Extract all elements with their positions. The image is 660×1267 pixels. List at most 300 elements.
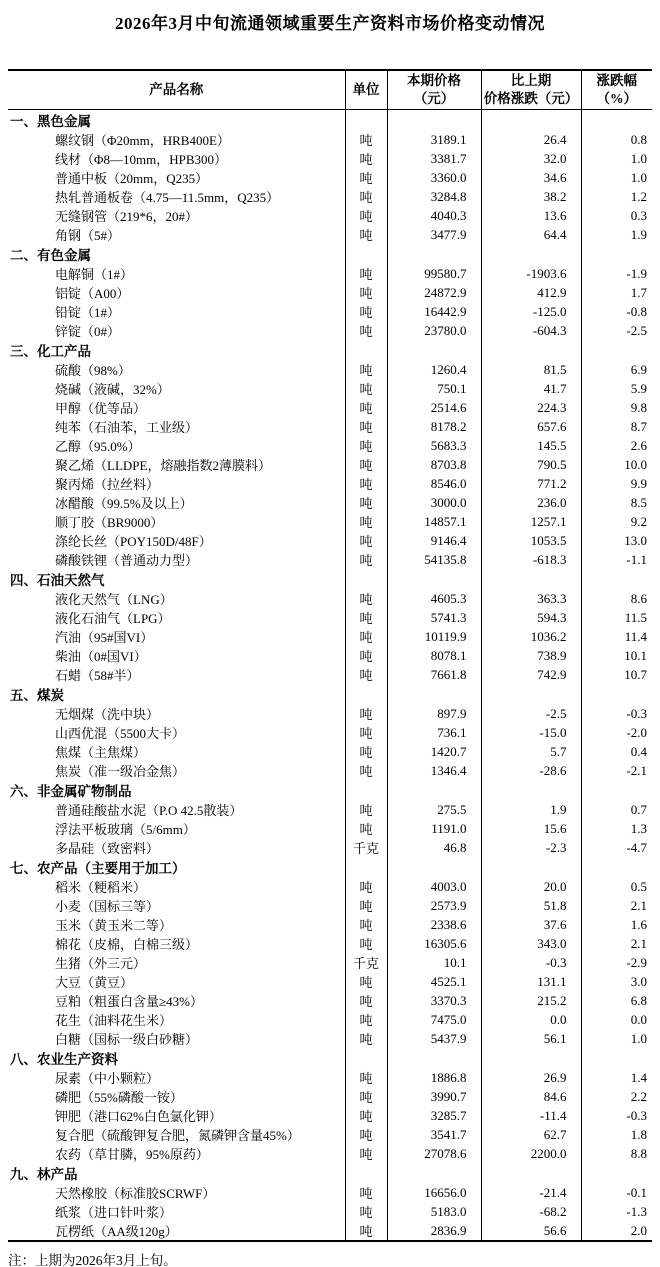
item-row [8,915,652,934]
change-pct-cell: 2.2 [630,1088,647,1104]
item-row [8,1068,652,1087]
change-pct-cell: 0.5 [630,878,647,894]
item-row [8,934,652,953]
item-row [8,742,652,761]
page-title: 2026年3月中旬流通领域重要生产资料市场价格变动情况 [115,14,545,33]
unit-cell: 吨 [345,283,387,302]
change-pct-cell [581,110,652,131]
change-pct-cell [581,857,652,877]
price-change-cell: -1903.6 [481,264,581,283]
product-name-cell: 稻米（粳稻米） [8,877,345,896]
price-change-cell: 15.6 [481,819,581,838]
header-product-label: 产品名称 [149,82,204,98]
price-change-cell: -28.6 [481,761,581,780]
unit-cell [345,1163,387,1183]
change-pct-cell [581,569,652,589]
unit-cell: 吨 [345,761,387,780]
table-header [8,70,652,110]
change-pct-cell: 1.9 [630,226,647,242]
section-title-cell: 一、黑色金属 [8,110,345,131]
section-title-cell: 二、有色金属 [8,244,345,264]
product-name-cell: 瓦楞纸（AA级120g） [8,1221,345,1241]
unit-cell: 吨 [345,896,387,915]
unit-cell: 千克 [345,953,387,972]
change-pct-cell: 9.2 [630,513,647,529]
price-change-cell: 363.3 [481,589,581,608]
unit-cell: 吨 [345,646,387,665]
product-name-cell: 棉花（皮棉，白棉三级） [8,934,345,953]
header-current-price [387,70,481,110]
change-pct-cell: 1.0 [630,169,647,185]
price-change-cell: 20.0 [481,877,581,896]
unit-cell: 吨 [345,493,387,512]
unit-cell: 吨 [345,1221,387,1241]
unit-cell: 吨 [345,608,387,627]
current-price-cell: 1260.4 [387,360,481,379]
current-price-cell: 5741.3 [387,608,481,627]
item-row [8,896,652,915]
unit-cell: 吨 [345,877,387,896]
unit-cell: 吨 [345,206,387,225]
product-name-cell: 普通硅酸盐水泥（P.O 42.5散装） [8,800,345,819]
change-pct-cell: 1.8 [630,1126,647,1142]
product-name-cell: 纸浆（进口针叶浆） [8,1202,345,1221]
change-pct-cell: 0.4 [630,743,647,759]
item-row [8,1144,652,1163]
current-price-cell: 99580.7 [387,264,481,283]
unit-cell: 吨 [345,550,387,569]
unit-cell: 吨 [345,1010,387,1029]
change-pct-cell: 1.0 [630,150,647,166]
section-title-cell: 六、非金属矿物制品 [8,780,345,800]
price-table [8,69,652,1242]
price-change-cell: -2.3 [481,838,581,857]
price-change-cell: 41.7 [481,379,581,398]
item-row [8,972,652,991]
current-price-cell: 1346.4 [387,761,481,780]
item-row [8,838,652,857]
change-pct-cell [581,244,652,264]
price-change-cell: 742.9 [481,665,581,684]
item-row [8,819,652,838]
unit-cell: 吨 [345,915,387,934]
header-change-line1: 比上期 [510,73,552,89]
product-name-cell: 小麦（国标三等） [8,896,345,915]
unit-cell: 吨 [345,1202,387,1221]
unit-cell: 吨 [345,723,387,742]
header-change-pct-line2: （%） [596,91,637,106]
current-price-cell: 1420.7 [387,742,481,761]
change-pct-cell: 1.3 [630,820,647,836]
unit-cell: 吨 [345,264,387,283]
header-change-pct [581,70,652,110]
price-change-cell: 1053.5 [481,531,581,550]
unit-cell: 吨 [345,321,387,340]
price-change-cell: 62.7 [481,1125,581,1144]
item-row [8,321,652,340]
current-price-cell: 3541.7 [387,1125,481,1144]
item-row [8,991,652,1010]
header-change-line2: 价格涨跌（元） [483,91,579,106]
product-name-cell: 乙醇（95.0%） [8,436,345,455]
price-change-cell: -2.5 [481,704,581,723]
current-price-cell: 3000.0 [387,493,481,512]
price-change-cell: 236.0 [481,493,581,512]
unit-cell [345,857,387,877]
change-pct-cell: 1.4 [630,1069,647,1085]
unit-cell: 吨 [345,379,387,398]
change-pct-cell: 0.7 [630,801,647,817]
product-name-cell: 涤纶长丝（POY150D/48F） [8,531,345,550]
current-price-cell: 4525.1 [387,972,481,991]
unit-cell: 吨 [345,455,387,474]
header-change-pct-line1: 涨跌幅 [596,73,637,89]
item-row [8,512,652,531]
item-row [8,1202,652,1221]
price-change-cell: -68.2 [481,1202,581,1221]
unit-cell [345,110,387,131]
current-price-cell: 46.8 [387,838,481,857]
current-price-cell: 8703.8 [387,455,481,474]
unit-cell: 吨 [345,168,387,187]
current-price-cell: 7475.0 [387,1010,481,1029]
price-change-cell: 13.6 [481,206,581,225]
change-pct-cell: -2.1 [626,762,647,778]
unit-cell: 吨 [345,225,387,244]
product-name-cell: 复合肥（硫酸钾复合肥，氮磷钾含量45%） [8,1125,345,1144]
price-change-cell: 64.4 [481,225,581,244]
item-row [8,1106,652,1125]
item-row [8,436,652,455]
product-name-cell: 天然橡胶（标准胶SCRWF） [8,1183,345,1202]
price-change-cell: 1.9 [481,800,581,819]
price-change-cell: -618.3 [481,550,581,569]
product-name-cell: 无烟煤（洗中块） [8,704,345,723]
price-change-cell: 81.5 [481,360,581,379]
product-name-cell: 螺纹钢（Φ20mm，HRB400E） [8,130,345,149]
current-price-cell: 8546.0 [387,474,481,493]
price-change-cell [481,857,581,877]
current-price-cell [387,1163,481,1183]
item-row [8,474,652,493]
item-row [8,168,652,187]
current-price-cell [387,684,481,704]
current-price-cell: 10119.9 [387,627,481,646]
current-price-cell: 54135.8 [387,550,481,569]
current-price-cell [387,1048,481,1068]
unit-cell: 吨 [345,819,387,838]
current-price-cell: 16305.6 [387,934,481,953]
unit-cell: 吨 [345,934,387,953]
item-row [8,1010,652,1029]
product-name-cell: 豆粕（粗蛋白含量≥43%） [8,991,345,1010]
price-change-cell: 2200.0 [481,1144,581,1163]
unit-cell: 吨 [345,417,387,436]
change-pct-cell: -0.8 [626,303,647,319]
unit-cell: 吨 [345,398,387,417]
product-name-cell: 浮法平板玻璃（5/6mm） [8,819,345,838]
product-name-cell: 石蜡（58#半） [8,665,345,684]
unit-cell: 吨 [345,972,387,991]
current-price-cell: 1191.0 [387,819,481,838]
current-price-cell: 5683.3 [387,436,481,455]
current-price-cell: 3477.9 [387,225,481,244]
item-row [8,589,652,608]
product-name-cell: 角钢（5#） [8,225,345,244]
product-name-cell: 玉米（黄玉米二等） [8,915,345,934]
unit-cell: 吨 [345,1029,387,1048]
change-pct-cell: 8.6 [630,590,647,606]
change-pct-cell [581,1048,652,1068]
price-change-cell: 343.0 [481,934,581,953]
price-change-cell [481,110,581,131]
current-price-cell: 4040.3 [387,206,481,225]
unit-cell: 吨 [345,742,387,761]
product-name-cell: 顺丁胶（BR9000） [8,512,345,531]
price-change-cell: 594.3 [481,608,581,627]
price-change-cell: 56.6 [481,1221,581,1241]
unit-cell: 吨 [345,1068,387,1087]
unit-cell: 吨 [345,187,387,206]
item-row [8,455,652,474]
unit-cell: 吨 [345,531,387,550]
product-name-cell: 硫酸（98%） [8,360,345,379]
unit-cell: 吨 [345,665,387,684]
product-name-cell: 磷肥（55%磷酸一铵） [8,1087,345,1106]
product-name-cell: 焦炭（准一级冶金焦） [8,761,345,780]
product-name-cell: 钾肥（港口62%白色氯化钾） [8,1106,345,1125]
item-row [8,206,652,225]
section-row [8,244,652,264]
unit-cell [345,244,387,264]
item-row [8,130,652,149]
product-name-cell: 烧碱（液碱，32%） [8,379,345,398]
change-pct-cell: 1.6 [630,916,647,932]
price-change-cell: -21.4 [481,1183,581,1202]
change-pct-cell: 8.5 [630,494,647,510]
current-price-cell: 2338.6 [387,915,481,934]
price-change-cell [481,780,581,800]
header-current-price-line2: （元） [413,91,455,106]
item-row [8,665,652,684]
product-name-cell: 白糖（国标一级白砂糖） [8,1029,345,1048]
unit-cell: 吨 [345,1106,387,1125]
price-change-cell: 56.1 [481,1029,581,1048]
current-price-cell: 14857.1 [387,512,481,531]
current-price-cell: 3381.7 [387,149,481,168]
item-row [8,723,652,742]
section-title-cell: 九、林产品 [8,1163,345,1183]
product-name-cell: 农药（草甘膦，95%原药） [8,1144,345,1163]
change-pct-cell: 8.8 [630,1145,647,1161]
change-pct-cell: -0.3 [626,1107,647,1123]
current-price-cell [387,340,481,360]
price-change-cell: 790.5 [481,455,581,474]
item-row [8,1029,652,1048]
change-pct-cell [581,780,652,800]
item-row [8,302,652,321]
unit-cell: 千克 [345,838,387,857]
current-price-cell: 23780.0 [387,321,481,340]
product-name-cell: 冰醋酸（99.5%及以上） [8,493,345,512]
price-change-cell: -0.3 [481,953,581,972]
unit-cell: 吨 [345,800,387,819]
price-change-cell: 26.9 [481,1068,581,1087]
current-price-cell: 16656.0 [387,1183,481,1202]
price-change-cell: 657.6 [481,417,581,436]
current-price-cell [387,857,481,877]
unit-cell: 吨 [345,130,387,149]
price-change-cell: 215.2 [481,991,581,1010]
unit-cell [345,569,387,589]
change-pct-cell: 11.4 [624,628,647,644]
current-price-cell: 275.5 [387,800,481,819]
product-name-cell: 多晶硅（致密料） [8,838,345,857]
section-row [8,1048,652,1068]
product-name-cell: 纯苯（石油苯，工业级） [8,417,345,436]
price-change-cell [481,244,581,264]
product-name-cell: 电解铜（1#） [8,264,345,283]
price-change-cell: -604.3 [481,321,581,340]
unit-cell: 吨 [345,360,387,379]
change-pct-cell: -1.3 [626,1203,647,1219]
item-row [8,360,652,379]
unit-cell: 吨 [345,1087,387,1106]
item-row [8,877,652,896]
current-price-cell: 2573.9 [387,896,481,915]
unit-cell [345,780,387,800]
product-name-cell: 普通中板（20mm，Q235） [8,168,345,187]
price-change-cell: 771.2 [481,474,581,493]
header-unit-label: 单位 [352,82,380,98]
price-change-cell: 34.6 [481,168,581,187]
product-name-cell: 线材（Φ8—10mm，HPB300） [8,149,345,168]
product-name-cell: 聚丙烯（拉丝料） [8,474,345,493]
current-price-cell: 5183.0 [387,1202,481,1221]
price-change-cell: 131.1 [481,972,581,991]
product-name-cell: 尿素（中小颗粒） [8,1068,345,1087]
change-pct-cell: 1.2 [630,188,647,204]
price-change-cell: 1257.1 [481,512,581,531]
unit-cell: 吨 [345,1183,387,1202]
item-row [8,627,652,646]
footnote: 注：上期为2026年3月上旬。 [8,1253,177,1267]
current-price-cell: 7661.8 [387,665,481,684]
price-change-cell: 5.7 [481,742,581,761]
current-price-cell: 750.1 [387,379,481,398]
product-name-cell: 液化天然气（LNG） [8,589,345,608]
header-unit [345,70,387,110]
item-row [8,493,652,512]
change-pct-cell [581,1163,652,1183]
change-pct-cell: 6.9 [630,361,647,377]
unit-cell: 吨 [345,1144,387,1163]
unit-cell: 吨 [345,149,387,168]
product-name-cell: 铅锭（1#） [8,302,345,321]
section-title-cell: 四、石油天然气 [8,569,345,589]
change-pct-cell: 1.7 [630,284,647,300]
price-change-cell: 738.9 [481,646,581,665]
section-row [8,857,652,877]
current-price-cell: 3370.3 [387,991,481,1010]
change-pct-cell: -2.0 [626,724,647,740]
section-row [8,569,652,589]
change-pct-cell: -4.7 [626,839,647,855]
product-name-cell: 液化石油气（LPG） [8,608,345,627]
product-name-cell: 汽油（95#国VI） [8,627,345,646]
item-row [8,531,652,550]
change-pct-cell: -2.9 [626,954,647,970]
current-price-cell: 3360.0 [387,168,481,187]
unit-cell: 吨 [345,474,387,493]
current-price-cell: 8178.2 [387,417,481,436]
price-change-cell [481,684,581,704]
change-pct-cell: 10.0 [624,456,647,472]
item-row [8,800,652,819]
item-row [8,283,652,302]
section-title-cell: 三、化工产品 [8,340,345,360]
price-change-cell [481,569,581,589]
change-pct-cell: 0.8 [630,131,647,147]
price-change-cell: -15.0 [481,723,581,742]
change-pct-cell: 6.8 [630,992,647,1008]
item-row [8,149,652,168]
current-price-cell: 16442.9 [387,302,481,321]
change-pct-cell: 10.1 [624,647,647,663]
price-change-cell [481,340,581,360]
section-row [8,684,652,704]
current-price-cell: 1886.8 [387,1068,481,1087]
item-row [8,953,652,972]
section-row [8,1163,652,1183]
change-pct-cell: 3.0 [630,973,647,989]
unit-cell: 吨 [345,302,387,321]
product-name-cell: 热轧普通板卷（4.75—11.5mm，Q235） [8,187,345,206]
change-pct-cell: 5.9 [630,380,647,396]
change-pct-cell: 8.7 [630,418,647,434]
change-pct-cell: -1.9 [626,265,647,281]
section-row [8,110,652,131]
unit-cell: 吨 [345,436,387,455]
item-row [8,398,652,417]
item-row [8,761,652,780]
price-change-cell [481,1048,581,1068]
section-title-cell: 八、农业生产资料 [8,1048,345,1068]
current-price-cell: 10.1 [387,953,481,972]
price-change-cell: 26.4 [481,130,581,149]
price-change-cell: 84.6 [481,1087,581,1106]
item-row [8,646,652,665]
change-pct-cell: 9.8 [630,399,647,415]
unit-cell: 吨 [345,991,387,1010]
item-row [8,1087,652,1106]
product-name-cell: 磷酸铁锂（普通动力型） [8,550,345,569]
unit-cell: 吨 [345,704,387,723]
price-change-cell [481,1163,581,1183]
price-change-cell: 224.3 [481,398,581,417]
current-price-cell: 9146.4 [387,531,481,550]
item-row [8,417,652,436]
item-row [8,608,652,627]
product-name-cell: 柴油（0#国VI） [8,646,345,665]
current-price-cell: 897.9 [387,704,481,723]
current-price-cell [387,569,481,589]
current-price-cell [387,780,481,800]
current-price-cell: 3284.8 [387,187,481,206]
current-price-cell: 4003.0 [387,877,481,896]
current-price-cell: 3285.7 [387,1106,481,1125]
current-price-cell: 736.1 [387,723,481,742]
